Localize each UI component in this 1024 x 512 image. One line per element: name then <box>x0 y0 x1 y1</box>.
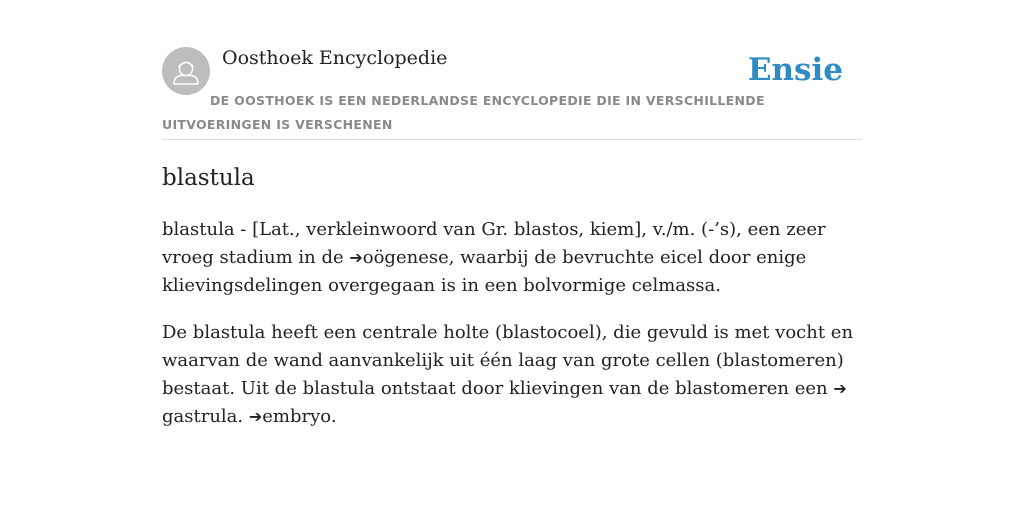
arrow-right-icon: ➔ <box>248 407 263 426</box>
article-paragraph-2 <box>162 319 862 431</box>
user-icon[interactable] <box>162 47 210 95</box>
link-embryo[interactable] <box>249 406 331 427</box>
article-paragraph-1 <box>162 216 862 300</box>
brand-logo[interactable]: Ensie <box>747 52 843 88</box>
link-label: embryo <box>262 406 331 427</box>
link-oogenese[interactable] <box>349 247 448 268</box>
link-label: oögenese <box>362 247 449 268</box>
paragraph-text: De blastula heeft een centrale holte (blastocoel), die gevuld is met vocht en waarvan de wand aanvankelijk uit één laag van grote cellen (blastomeren) bestaat. Uit de blastula ontstaat door klievingen van de blastomeren een <box>162 322 854 399</box>
paragraph-text: . <box>330 406 337 427</box>
site-name[interactable]: Oosthoek Encyclopedie <box>222 47 448 69</box>
paragraph-separator: . <box>237 406 249 427</box>
page-container <box>162 46 862 431</box>
arrow-right-icon: ➔ <box>349 248 363 267</box>
link-label: gastrula <box>162 406 238 427</box>
site-tagline: DE OOSTHOEK IS EEN NEDERLANDSE ENCYCLOPEDIE DIE IN VERSCHILLENDE UITVOERINGEN IS VERSCHENEN <box>162 93 765 132</box>
article-title: blastula <box>162 165 255 191</box>
paragraph-text: blastula - [Lat., verkleinwoord van Gr. blastos, kiem], v./m. (-’s), een zeer vroeg stadium in de <box>162 219 826 268</box>
paragraph-text: , waarbij de bevruchte eicel door enige klievingsdelingen overgegaan is in een bolvormige celmassa. <box>162 247 807 296</box>
site-header <box>162 46 862 140</box>
arrow-right-icon: ➔ <box>833 379 847 398</box>
